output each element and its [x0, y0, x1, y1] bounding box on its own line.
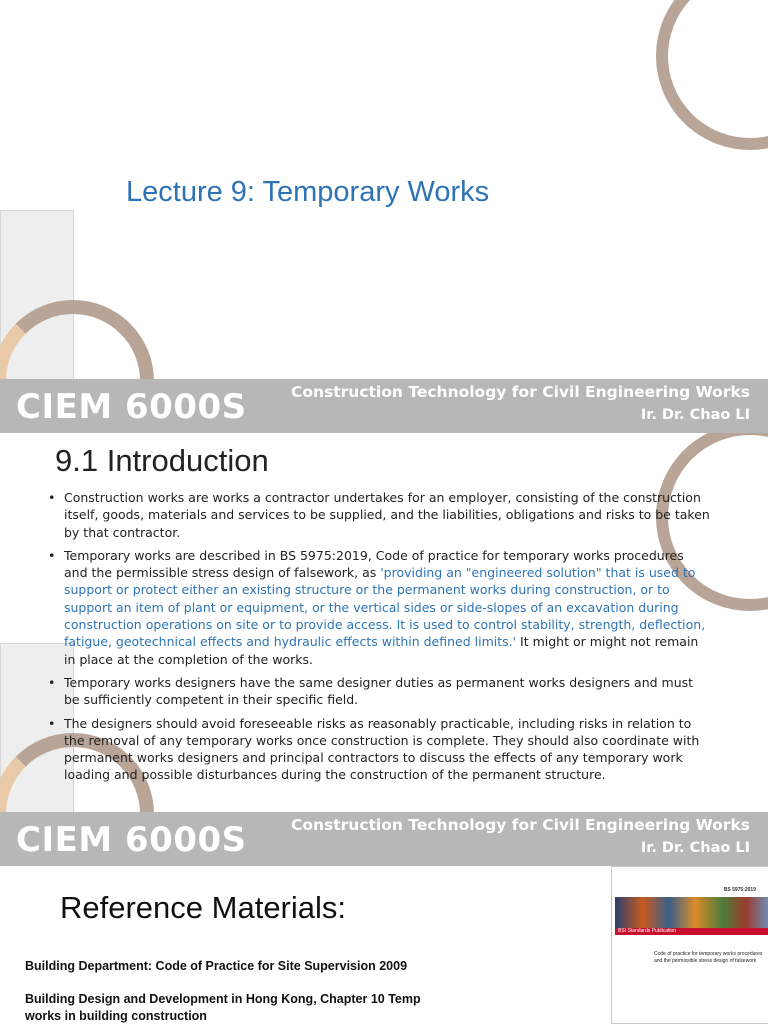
bullet-text: Temporary works are described in BS 5975:2019, Code of practice for temporary works procedures and the permissible stress design of falsework, as — [64, 547, 684, 581]
lecture-title: Lecture 9: Temporary Works — [126, 176, 490, 208]
reference-item: Building Department: Code of Practice for Site Supervision 2009 — [25, 959, 408, 973]
bullet-list — [46, 489, 710, 790]
cover-photo-strip — [615, 897, 768, 928]
reference-item: Building Design and Development in Hong Kong, Chapter 10 Temp works in building construction — [25, 992, 421, 1023]
course-name: Construction Technology for Civil Engineering Works — [290, 383, 750, 401]
bullet-item: • The designers should avoid foreseeable risks as reasonably practicable, including risks in relation to the removal of any temporary works once construction is complete. They should also coordinate with permanent works designers and principal contractors to discuss the effects of any temporary work loading and possible disturbances during the construction of the permanent structure. — [46, 715, 710, 784]
bullet-item: • Temporary works designers have the same designer duties as permanent works designers and must be sufficiently competent in their specific field. — [46, 674, 710, 709]
slide-title — [0, 0, 768, 433]
book-publisher: BSI Standards Publication — [618, 928, 677, 934]
slide-references — [0, 866, 768, 1024]
bullet-item: • Construction works are works a contractor undertakes for an employer, consisting of the construction itself, goods, materials and services to be supplied, and the liabilities, obligations and risks to be taken by that contractor. — [46, 489, 710, 541]
course-name: Construction Technology for Civil Engineering Works — [290, 816, 750, 834]
course-code: CIEM 6000S — [16, 387, 247, 427]
slide-introduction — [0, 433, 768, 866]
course-code: CIEM 6000S — [16, 820, 247, 860]
decorative-ring — [656, 0, 768, 150]
book-title: Code of practice for temporary works procedures and the permissible stress design of falsework — [654, 951, 763, 964]
author-name: Ir. Dr. Chao LI — [640, 407, 750, 423]
author-name: Ir. Dr. Chao LI — [640, 840, 750, 856]
bs5975-cover-image — [611, 866, 768, 1024]
footer-bar — [0, 812, 768, 866]
bullet-text: It might or might not remain in place at the completion of the works. — [64, 634, 699, 667]
book-code: BS 5975:2019 — [723, 887, 756, 893]
bs5975-quote: 'providing an "engineered solution" that is used to support or protect either an existing structure or the permanent works during construction, or to support an item of plant or equipment, or the vertical sides or side-slopes of an excavation during construction operations on site or to provide access. It is used to control stability, strength, deflection, fatigue, geotechnical effects and hydraulic effects within defined limits.' — [64, 565, 706, 650]
bullet-item — [46, 547, 710, 668]
footer-bar — [0, 379, 768, 433]
section-title: 9.1 Introduction — [55, 443, 269, 478]
references-title: Reference Materials: — [60, 890, 347, 925]
